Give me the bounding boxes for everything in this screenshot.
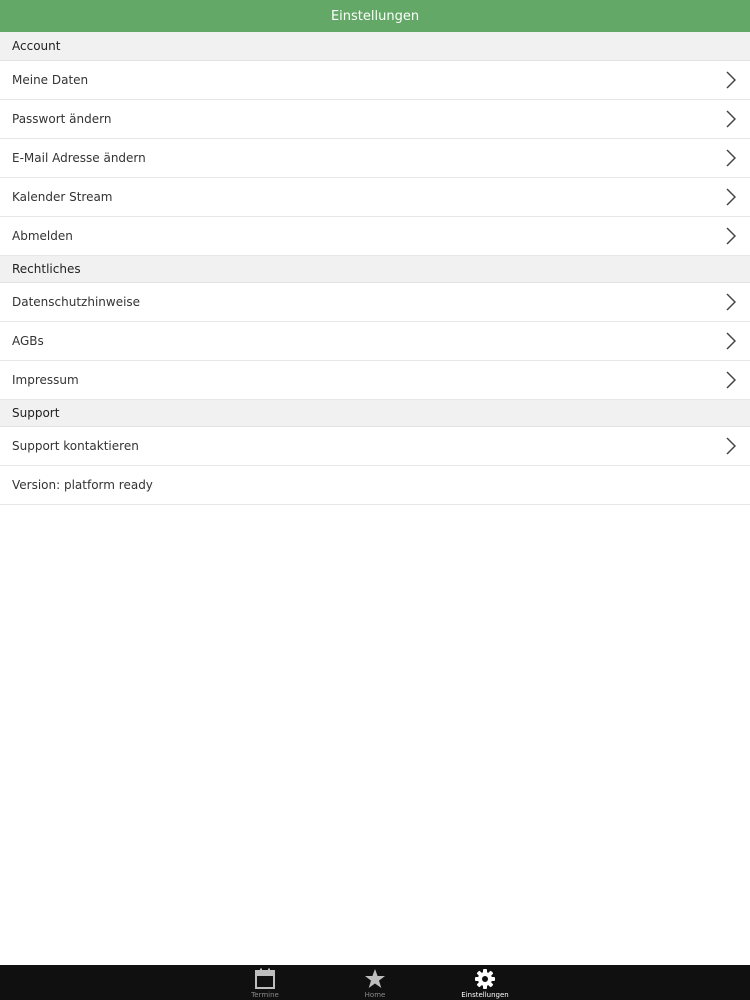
page-title: Einstellungen — [330, 8, 420, 24]
item-label: E-Mail Adresse ändern — [12, 151, 146, 165]
chevron-right-icon — [726, 149, 736, 167]
tab-label: Einstellungen — [461, 991, 509, 999]
tab-label: Home — [364, 991, 386, 999]
chevron-right-icon — [726, 110, 736, 128]
chevron-right-icon — [726, 188, 736, 206]
settings-item-support-kontaktieren[interactable] — [0, 427, 750, 466]
version-row — [0, 466, 750, 505]
item-label: Support kontaktieren — [12, 439, 139, 453]
section-header-rechtliches — [0, 256, 750, 283]
section-title: Rechtliches — [12, 262, 81, 276]
settings-item-kalender-stream[interactable] — [0, 178, 750, 217]
app-header — [0, 0, 750, 32]
settings-item-meine-daten[interactable] — [0, 61, 750, 100]
item-label: Abmelden — [12, 229, 73, 243]
star-icon — [364, 968, 386, 990]
tab-label: Termine — [251, 991, 279, 999]
tab-einstellungen[interactable] — [445, 965, 525, 1000]
item-label: Meine Daten — [12, 73, 89, 87]
item-label: Kalender Stream — [12, 190, 113, 204]
version-text: Version: platform ready — [12, 478, 153, 492]
settings-item-passwort-aendern[interactable] — [0, 100, 750, 139]
settings-item-agbs[interactable] — [0, 322, 750, 361]
calendar-icon — [254, 968, 276, 990]
tab-bar — [0, 965, 750, 1000]
settings-item-impressum[interactable] — [0, 361, 750, 400]
tab-home[interactable] — [335, 965, 415, 1000]
settings-list — [0, 32, 750, 505]
chevron-right-icon — [726, 437, 736, 455]
section-header-support — [0, 400, 750, 427]
item-label: Passwort ändern — [12, 112, 112, 126]
chevron-right-icon — [726, 293, 736, 311]
chevron-right-icon — [726, 332, 736, 350]
chevron-right-icon — [726, 371, 736, 389]
item-label: Datenschutzhinweise — [12, 295, 141, 309]
settings-item-abmelden[interactable] — [0, 217, 750, 256]
settings-item-email-aendern[interactable] — [0, 139, 750, 178]
section-title: Account — [12, 39, 61, 53]
tab-termine[interactable] — [225, 965, 305, 1000]
chevron-right-icon — [726, 227, 736, 245]
section-header-account — [0, 32, 750, 61]
chevron-right-icon — [726, 71, 736, 89]
section-title: Support — [12, 406, 60, 420]
gear-icon — [474, 968, 496, 990]
item-label: AGBs — [12, 334, 44, 348]
settings-item-datenschutzhinweise[interactable] — [0, 283, 750, 322]
item-label: Impressum — [12, 373, 79, 387]
